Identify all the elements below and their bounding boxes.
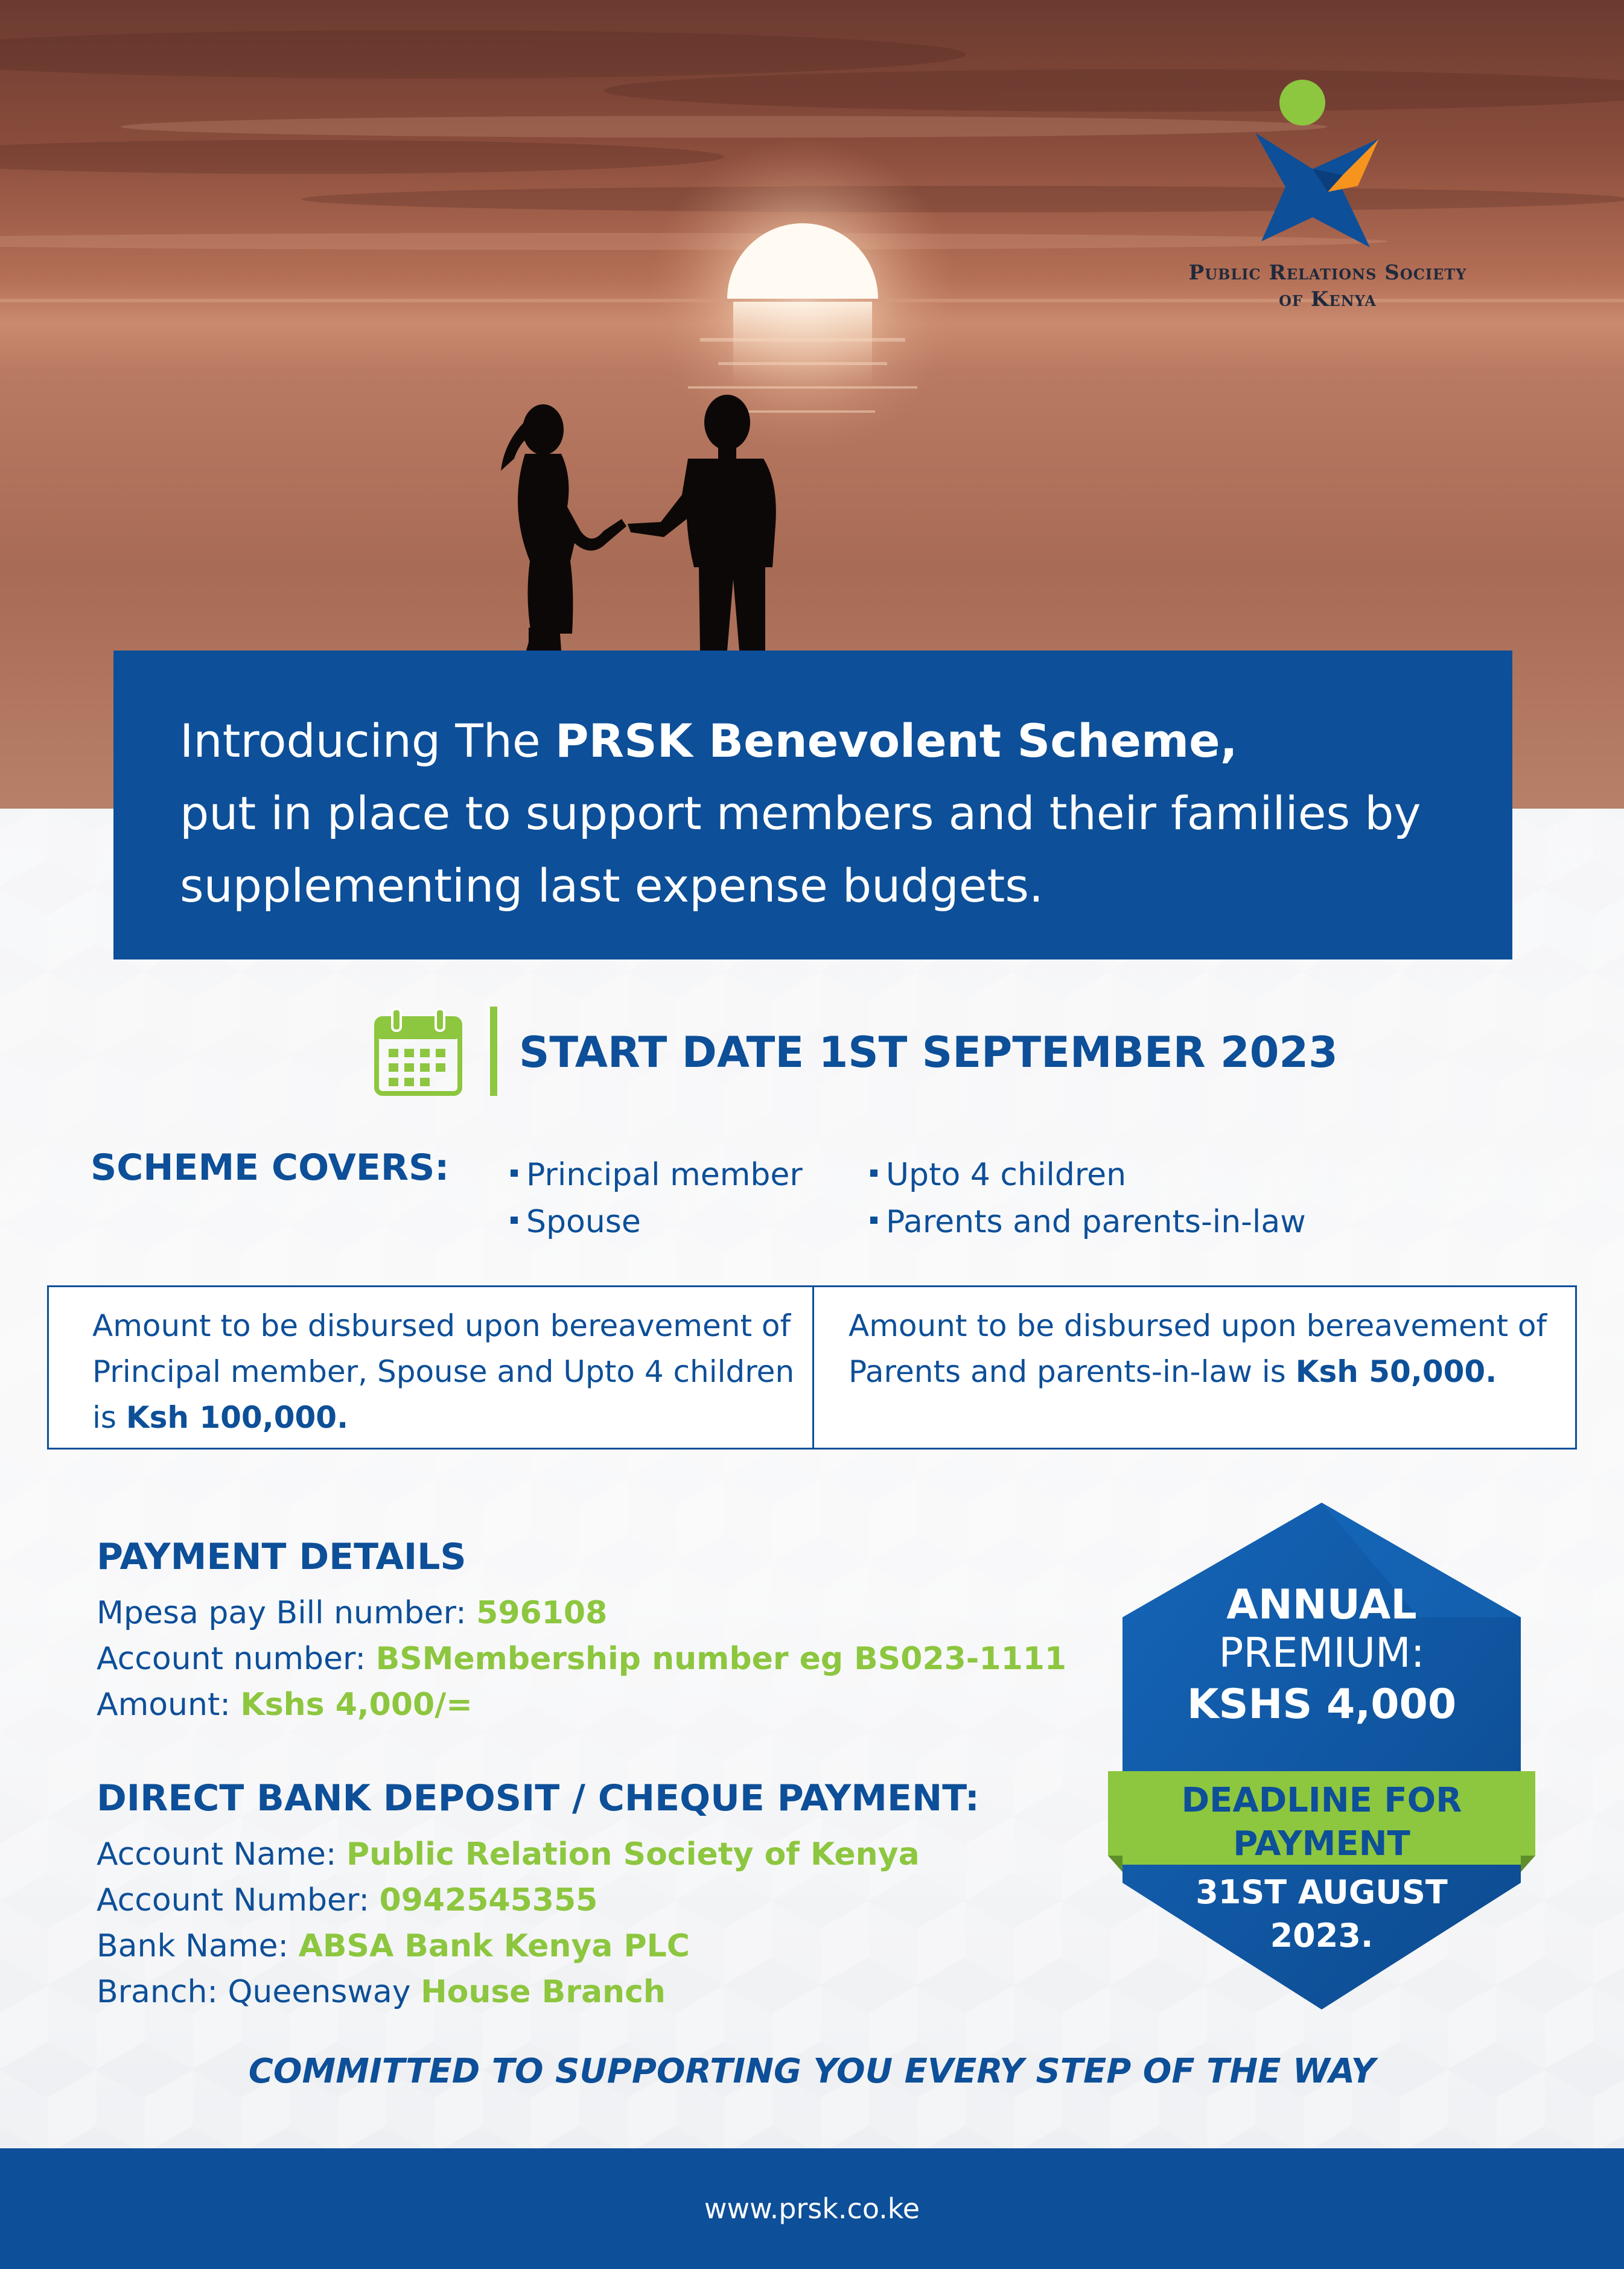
annual-premium-badge <box>1104 1503 1539 2010</box>
bank-value: 0942545355 <box>379 1882 598 1918</box>
badge-deadline-date <box>1104 1871 1539 1958</box>
prsk-logo <box>1165 72 1491 314</box>
payment-row <box>97 1590 1066 1636</box>
amount-line <box>92 1395 804 1440</box>
cover-item <box>870 1151 1306 1198</box>
disbursement-principal <box>92 1303 804 1440</box>
tagline: COMMITTED TO SUPPORTING YOU EVERY STEP OF THE WAY <box>248 2052 1376 2091</box>
payment-label: Amount: <box>97 1687 241 1723</box>
amount-prefix: is <box>92 1400 126 1435</box>
amount-value: Ksh 50,000. <box>1295 1354 1497 1389</box>
scheme-covers-title: SCHEME COVERS: <box>91 1147 450 1189</box>
cover-item-label: Upto 4 children <box>886 1157 1127 1193</box>
amount-line <box>849 1349 1561 1395</box>
intro-line-2: put in place to support members and their families by <box>180 786 1421 840</box>
payment-row <box>97 1636 1066 1682</box>
bank-label: Account Name: <box>97 1836 346 1873</box>
bank-value: Public Relation Society of Kenya <box>346 1836 920 1873</box>
bank-value: House Branch <box>421 1974 666 2010</box>
badge-deadline <box>1104 1779 1539 1866</box>
intro-highlight: PRSK Benevolent Scheme, <box>555 714 1238 768</box>
badge-deadline-line-1: DEADLINE FOR <box>1181 1781 1462 1820</box>
covers-column-1 <box>511 1151 803 1246</box>
bullet-icon <box>870 1217 877 1224</box>
cover-item-label: Spouse <box>526 1204 641 1240</box>
payment-label: Account number: <box>97 1641 376 1677</box>
payment-value: BSMembership number eg BS023-1111 <box>375 1641 1067 1677</box>
amount-value: Ksh 100,000. <box>126 1400 349 1435</box>
covers-column-2 <box>870 1151 1306 1246</box>
badge-date-line-2: 2023. <box>1270 1917 1374 1955</box>
badge-annual: ANNUAL <box>1226 1581 1417 1629</box>
table-divider <box>812 1287 814 1448</box>
footer <box>0 2148 1624 2269</box>
calendar-icon <box>374 1007 462 1096</box>
bank-deposit-title: DIRECT BANK DEPOSIT / CHEQUE PAYMENT: <box>97 1777 979 1819</box>
bank-value: ABSA Bank Kenya PLC <box>298 1928 690 1964</box>
cover-item <box>870 1198 1306 1246</box>
disbursement-parents <box>849 1303 1561 1395</box>
cover-item-label: Principal member <box>526 1157 803 1193</box>
start-date-divider <box>490 1007 497 1096</box>
bank-row <box>97 1969 920 2015</box>
logo-wordmark <box>1165 259 1491 313</box>
payment-details-title: PAYMENT DETAILS <box>97 1536 467 1578</box>
bank-label: Account Number: <box>97 1882 380 1918</box>
payment-label: Mpesa pay Bill number: <box>97 1595 477 1631</box>
payment-row <box>97 1682 1066 1728</box>
amount-line: Amount to be disbursed upon bereavement of <box>92 1308 791 1343</box>
bank-details <box>97 1831 920 2015</box>
payment-value: 596108 <box>476 1595 608 1631</box>
payment-value: Kshs 4,000/= <box>240 1687 473 1723</box>
badge-deadline-line-2: PAYMENT <box>1233 1824 1410 1863</box>
intro-prefix: Introducing The <box>180 714 555 768</box>
bank-label: Bank Name: <box>97 1928 299 1964</box>
start-date-text: START DATE 1ST SEPTEMBER 2023 <box>519 1028 1338 1077</box>
bank-row <box>97 1923 920 1969</box>
bullet-icon <box>870 1170 877 1177</box>
intro-line-1 <box>180 705 1446 777</box>
bank-row <box>97 1831 920 1877</box>
bullet-icon <box>511 1170 518 1177</box>
bank-label: Branch: Queensway <box>97 1974 421 2010</box>
logo-line-2: of Kenya <box>1279 287 1377 311</box>
intro-banner <box>113 651 1512 959</box>
bullet-icon <box>511 1217 518 1224</box>
amount-line: Principal member, Spouse and Upto 4 children <box>92 1354 795 1389</box>
amount-prefix: Parents and parents-in-law is <box>849 1354 1296 1389</box>
cover-item-label: Parents and parents-in-law <box>886 1204 1306 1240</box>
cover-item <box>511 1151 803 1198</box>
disbursement-table <box>47 1285 1577 1450</box>
start-date <box>374 1007 1340 1097</box>
prsk-logo-mark <box>1243 78 1394 253</box>
cover-item <box>511 1198 803 1246</box>
amount-line: Amount to be disbursed upon bereavement of <box>849 1308 1547 1343</box>
badge-date-line-1: 31ST AUGUST <box>1196 1873 1448 1911</box>
intro-line-3: supplementing last expense budgets. <box>180 859 1044 912</box>
payment-details <box>97 1590 1066 1728</box>
website-link[interactable]: www.prsk.co.ke <box>704 2192 920 2225</box>
bank-row <box>97 1877 920 1923</box>
logo-line-1: Public Relations Society <box>1188 261 1467 285</box>
badge-amount: KSHS 4,000 <box>1186 1681 1457 1728</box>
badge-premium: PREMIUM: <box>1218 1629 1425 1677</box>
